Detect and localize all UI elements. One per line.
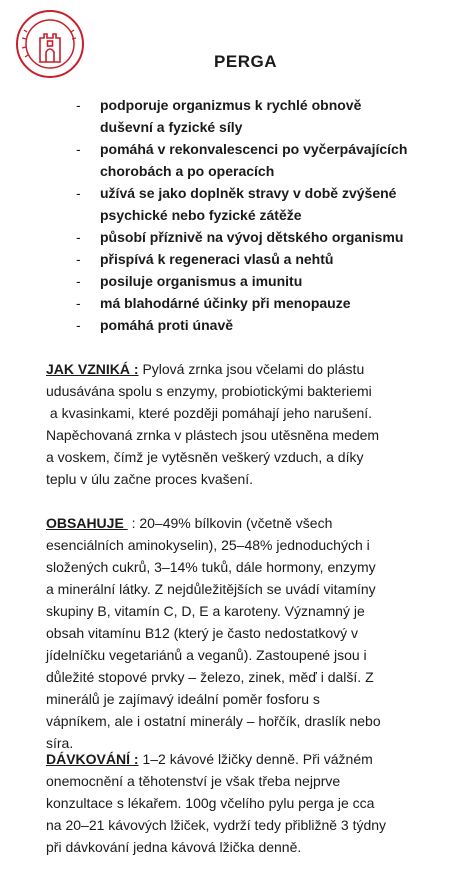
benefit-item bbox=[0, 292, 449, 314]
jak-vznika-line: a voskem, čímž je vytěsněn veškerý vzduch, a díky bbox=[46, 449, 364, 465]
benefit-item bbox=[0, 314, 449, 336]
section-davkovani bbox=[46, 748, 426, 858]
obsahuje-line: skupiny B, vitamín C, D, E a karoteny. Významný je bbox=[46, 603, 365, 619]
obsahuje-line: složených cukrů, 3–14% tuků, dále hormony, enzymy bbox=[46, 559, 376, 575]
benefit-item bbox=[0, 182, 449, 226]
benefit-line: má blahodárné účinky při menopauze bbox=[100, 295, 351, 311]
benefit-item bbox=[0, 270, 449, 292]
obsahuje-line: důležité stopové prvky – železo, zinek, měď i další. Z bbox=[46, 669, 374, 685]
obsahuje-line: : 20–49% bílkovin (včetně všech bbox=[127, 515, 333, 531]
jak-vznika-heading: JAK VZNIKÁ : bbox=[46, 361, 139, 377]
benefit-line: podporuje organizmus k rychlé obnově bbox=[100, 97, 362, 113]
benefit-item bbox=[0, 226, 449, 248]
davkovani-line: při dávkování jedna kávová lžička denně. bbox=[46, 839, 302, 855]
section-jak-vznika bbox=[46, 358, 426, 490]
bullet-dash: - bbox=[76, 97, 81, 113]
bullet-dash: - bbox=[76, 141, 81, 157]
section-obsahuje bbox=[46, 512, 426, 754]
bullet-dash: - bbox=[76, 229, 81, 245]
obsahuje-line: minerálů je zajímavý ideální poměr fosforu s bbox=[46, 691, 320, 707]
obsahuje-line: a minerální látky. Z nejdůležitějších se uvádí vitamíny bbox=[46, 581, 376, 597]
benefit-line: užívá se jako doplněk stravy v době zvýšené bbox=[100, 185, 397, 201]
benefit-line: pomáhá proti únavě bbox=[100, 317, 234, 333]
bullet-dash: - bbox=[76, 251, 81, 267]
bullet-dash: - bbox=[76, 273, 81, 289]
bullet-dash: - bbox=[76, 317, 81, 333]
jak-vznika-line: Pylová zrnka jsou včelami do plástu bbox=[138, 361, 365, 377]
davkovani-line: onemocnění a těhotenství je však třeba nejprve bbox=[46, 773, 341, 789]
benefit-item bbox=[0, 138, 449, 182]
page-title: PERGA bbox=[214, 52, 277, 71]
obsahuje-line: obsah vitamínu B12 (který je často nedostatkový v bbox=[46, 625, 359, 641]
benefit-line: působí příznivě na vývoj dětského organismu bbox=[100, 229, 404, 245]
jak-vznika-line: udusávána spolu s enzymy, probiotickými bakteriemi bbox=[46, 383, 372, 399]
davkovani-line: na 20–21 kávových lžiček, vydrží tedy přibližně 3 týdny bbox=[46, 817, 387, 833]
bullet-dash: - bbox=[76, 185, 81, 201]
obsahuje-heading: OBSAHUJE bbox=[46, 515, 128, 531]
bullet-dash: - bbox=[76, 295, 81, 311]
jak-vznika-line: a kvasinkami, které později pomáhají jeho narušení. bbox=[46, 405, 373, 421]
jak-vznika-line: Napěchovaná zrnka v plástech jsou utěsněna medem bbox=[46, 427, 380, 443]
obsahuje-line: jídelníčku vegetariánů a veganů). Zastoupené jsou i bbox=[46, 647, 367, 663]
benefits-list bbox=[0, 94, 449, 336]
obsahuje-line: vápníkem, ale i ostatní minerály – hořčík, draslík nebo bbox=[46, 713, 381, 729]
obsahuje-line: síra. bbox=[46, 735, 74, 751]
benefit-item bbox=[0, 94, 449, 138]
obsahuje-line: esenciálních aminokyselin), 25–48% jednoduchých i bbox=[46, 537, 370, 553]
benefit-line: duševní a fyzické síly bbox=[100, 119, 243, 135]
davkovani-line: konzultace s lékařem. 100g včelího pylu perga je cca bbox=[46, 795, 375, 811]
davkovani-heading: DÁVKOVÁNÍ : bbox=[46, 751, 139, 767]
benefit-line: pomáhá v rekonvalescenci po vyčerpávajících bbox=[100, 141, 408, 157]
benefit-item bbox=[0, 248, 449, 270]
benefit-line: chorobách a po operacích bbox=[100, 163, 275, 179]
jak-vznika-line: teplu v úlu začne proces kvašení. bbox=[46, 471, 254, 487]
benefit-line: posiluje organismus a imunitu bbox=[100, 273, 303, 289]
davkovani-line: 1–2 kávové lžičky denně. Při vážném bbox=[138, 751, 373, 767]
benefit-line: přispívá k regeneraci vlasů a nehtů bbox=[100, 251, 334, 267]
benefit-line: psychické nebo fyzické zátěže bbox=[100, 207, 302, 223]
